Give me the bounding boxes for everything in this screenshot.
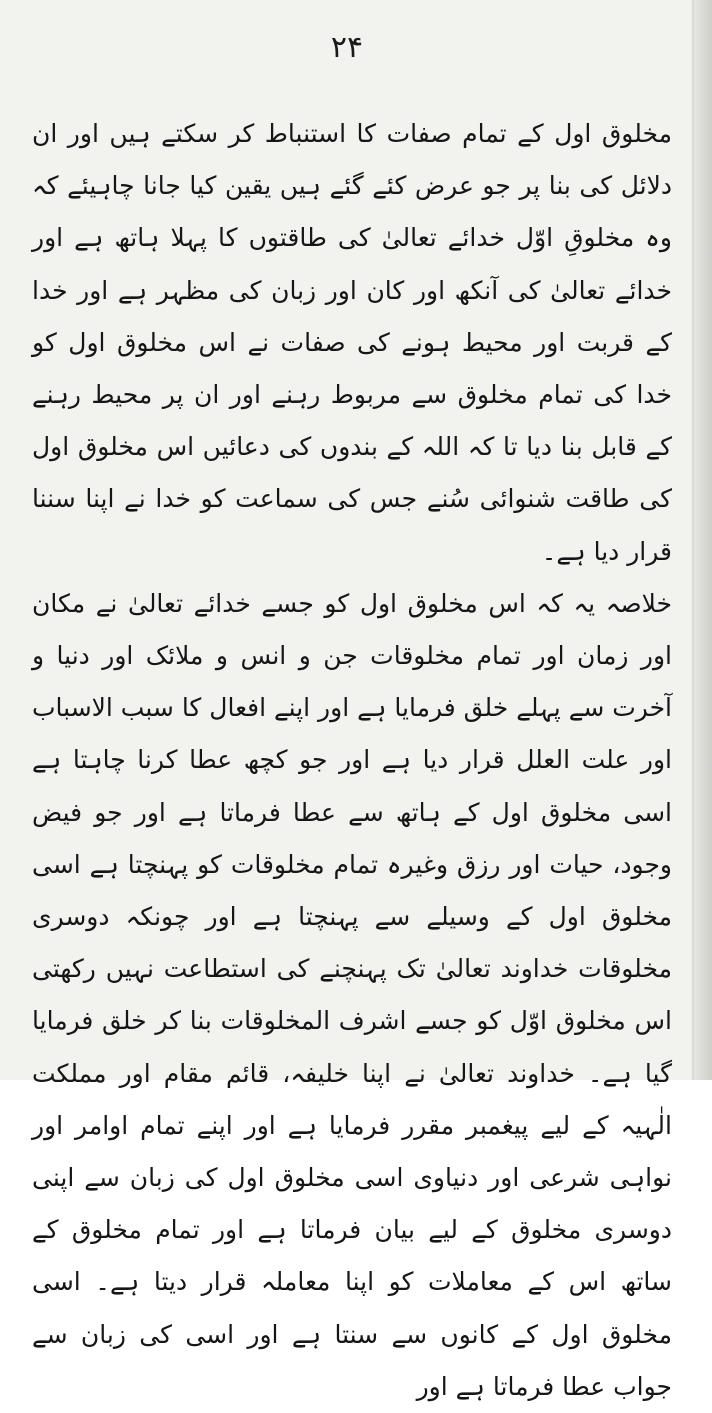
page-body	[32, 108, 672, 1413]
paragraph: مخلوق اول کے تمام صفات کا استنباط کر سکتے ہیں اور ان دلائل کی بنا پر جو عرض کئے گئے ہیں یقین کیا جانا چاہیئے کہ وہ مخلوقِ اوّل خدائے تعالیٰ کی طاقتوں کا پہلا ہاتھ ہے اور خدائے تعالیٰ کی آنکھ اور کان اور زبان کی مظہر ہے اور خدا کے قربت اور محیط ہونے کی صفات نے اس مخلوق اول کو خدا کی تمام مخلوق سے مربوط رہنے اور ان پر محیط رہنے کے قابل بنا دیا تا کہ اللہ کے بندوں کی دعائیں اس مخلوق اول کی طاقت شنوائی سُنے جس کی سماعت کو خدا نے اپنا سننا قرار دیا ہے۔	[32, 119, 672, 566]
paragraph: خلاصہ یہ کہ اس مخلوق اول کو جسے خدائے تعالیٰ نے مکان اور زمان اور تمام مخلوقات جن و انس و ملائک اور دنیا و آخرت سے پہلے خلق فرمایا ہے اور اپنے افعال کا سبب الاسباب اور علت العلل قرار دیا ہے اور جو کچھ عطا کرنا چاہتا ہے اسی مخلوق اول کے ہاتھ سے عطا فرماتا ہے اور جو فیض وجود، حیات اور رزق وغیرہ تمام مخلوقات کو پہنچتا ہے اسی مخلوق اول کے وسیلے سے پہنچتا ہے اور چونکہ دوسری مخلوقات خداوند تعالیٰ تک پہنچنے کی استطاعت نہیں رکھتی اس مخلوق اوّل کو جسے اشرف المخلوقات بنا کر خلق فرمایا گیا ہے۔ خداوند تعالیٰ نے اپنا خلیفہ، قائم مقام اور مملکت الٰہیہ کے لیے پیغمبر مقرر فرمایا ہے اور اپنے تمام اوامر اور نواہی شرعی اور دنیاوی اسی مخلوق اول کی زبان سے اپنی دوسری مخلوق کے لیے بیان فرماتا ہے اور تمام مخلوق کے ساتھ اس کے معاملات کو اپنا معاملہ قرار دیتا ہے۔ اسی مخلوق اول کے کانوں سے سنتا ہے اور اسی کی زبان سے جواب عطا فرماتا ہے اور	[32, 588, 672, 1401]
page-edge	[694, 0, 712, 1080]
page-number: ۲۴	[330, 30, 364, 65]
